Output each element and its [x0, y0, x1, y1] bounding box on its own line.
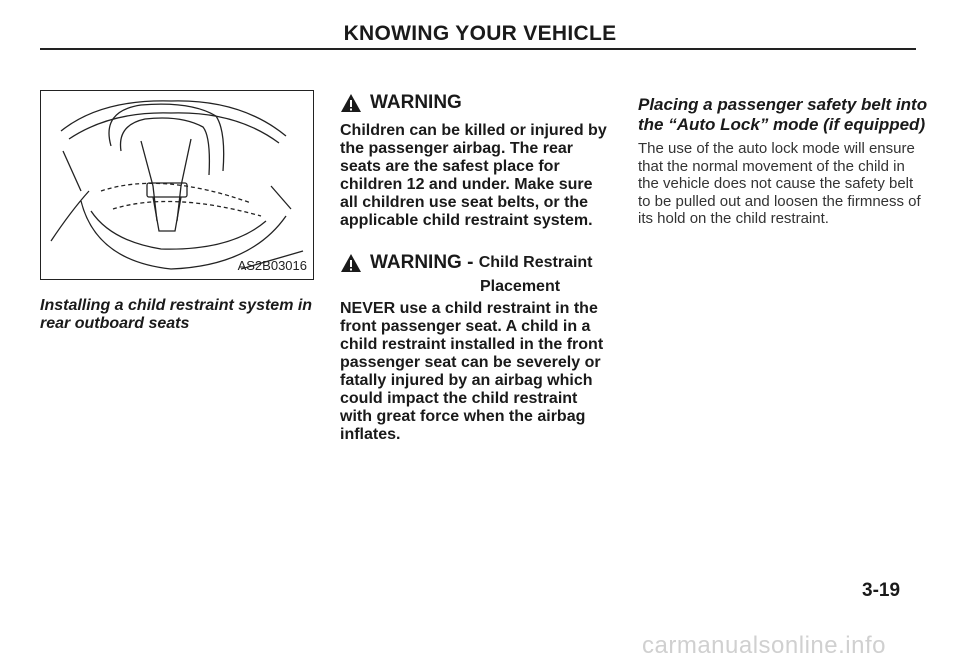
warning1-text: Children can be killed or injured by the passenger airbag. The rear seats are the safest place for children 12 and under. Make sure all children use seat belts, or the applicable child restraint system. [340, 122, 607, 229]
warning2-text: NEVER use a child restraint in the front passenger seat. A child in a child restraint installed in the front passenger seat can be severely or fatally injured by an airbag which could impact the child restraint with great force when the airbag inflates. [340, 300, 604, 443]
warning-triangle-icon [340, 93, 362, 113]
warning1-title [340, 92, 462, 114]
section-title: Placing a passenger safety belt into the “Auto Lock” mode (if equipped) [638, 95, 928, 134]
warning2-dash: - [461, 252, 479, 273]
figure-caption: Installing a child restraint system in rear outboard seats [40, 297, 313, 332]
warning2-title-text: WARNING [370, 252, 462, 273]
page-number: 3-19 [862, 580, 901, 601]
warning-triangle-icon [340, 253, 362, 273]
warning1-title-text: WARNING [370, 92, 462, 113]
figure-code: AS2B03016 [237, 258, 307, 273]
warning2-title [340, 252, 593, 274]
figure-child-seat [40, 90, 314, 280]
header-rule [40, 48, 916, 50]
child-seat-illustration [41, 91, 313, 279]
warning2-subtitle2: Placement [480, 278, 561, 295]
warning2-subtitle1: Child Restraint [478, 254, 593, 271]
page-header: KNOWING YOUR VEHICLE [343, 22, 617, 45]
section-text: The use of the auto lock mode will ensure that the normal movement of the child in the vehicle does not cause the safety belt to be pulled out and loosen the firmness of its hold on the child restraint. [638, 140, 921, 227]
watermark: carmanualsonline.info [642, 632, 886, 659]
